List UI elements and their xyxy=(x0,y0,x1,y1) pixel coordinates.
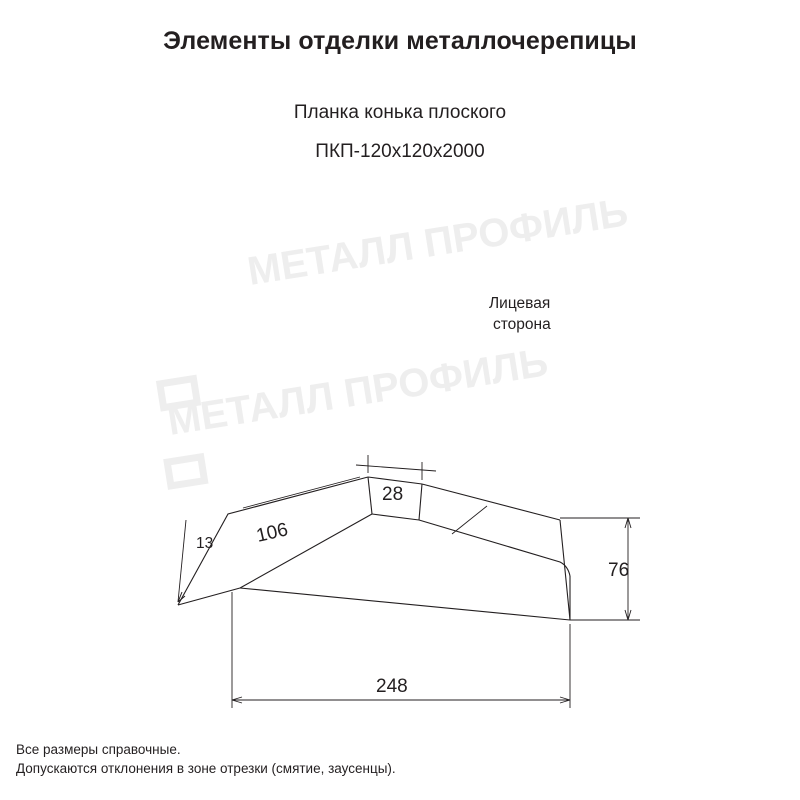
dimension-106: 106 xyxy=(254,519,291,547)
footer-line-1: Все размеры справочные. xyxy=(16,742,181,757)
title-block xyxy=(0,26,800,56)
footer-notes xyxy=(16,740,396,778)
footer-line-2: Допускаются отклонения в зоне отрезки (смятие, заусенцы). xyxy=(16,761,396,776)
page-title: Элементы отделки металлочерепицы xyxy=(163,27,637,55)
dimension-28: 28 xyxy=(382,484,404,505)
product-name: Планка конька плоского xyxy=(293,102,507,123)
dimension-13: 13 xyxy=(196,535,214,552)
dimension-248: 248 xyxy=(376,676,408,697)
profile-outline xyxy=(0,190,800,697)
face-label-line1: Лицевая xyxy=(489,295,551,312)
watermark-text: МЕТАЛЛ ПРОФИЛЬ xyxy=(164,340,551,444)
watermark-text: МЕТАЛЛ ПРОФИЛЬ xyxy=(244,190,631,294)
product-code: ПКП-120х120х2000 xyxy=(315,141,485,162)
dimension-76: 76 xyxy=(608,560,630,581)
technical-drawing xyxy=(0,190,800,697)
face-label-line2: сторона xyxy=(493,316,551,333)
